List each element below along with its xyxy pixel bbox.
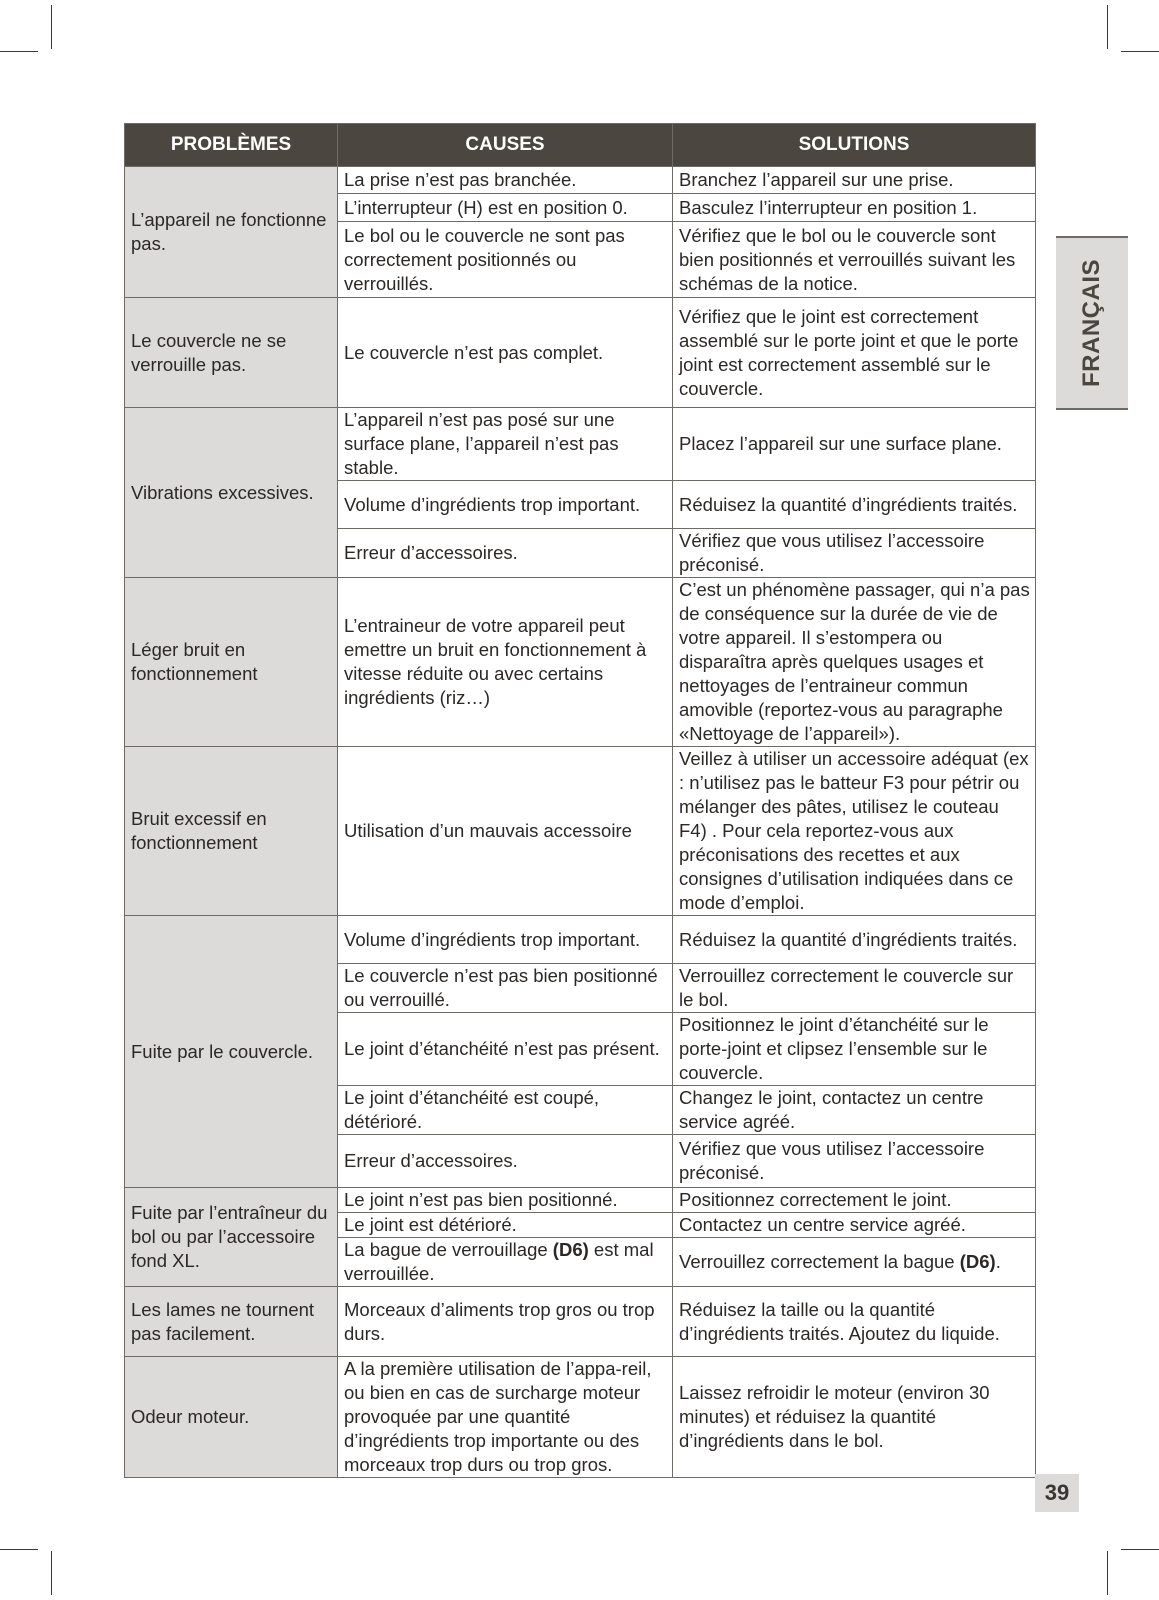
table-row bbox=[125, 167, 1036, 194]
cause-cell: Le joint d’étanchéité est coupé, détérioré. bbox=[338, 1086, 673, 1135]
troubleshooting-table bbox=[124, 123, 1036, 1478]
table-row bbox=[125, 1287, 1036, 1357]
cause-cell: Le joint n’est pas bien positionné. bbox=[338, 1188, 673, 1213]
table-header-row bbox=[125, 124, 1036, 167]
solution-cell: Contactez un centre service agréé. bbox=[673, 1213, 1036, 1238]
cause-text: La bague de verrouillage bbox=[344, 1239, 553, 1260]
crop-mark bbox=[51, 1551, 52, 1595]
crop-mark bbox=[0, 51, 38, 52]
solution-cell: Vérifiez que vous utilisez l’accessoire préconisé. bbox=[673, 1135, 1036, 1188]
solution-cell: Positionnez correctement le joint. bbox=[673, 1188, 1036, 1213]
crop-mark bbox=[51, 5, 52, 49]
solution-cell: Laissez refroidir le moteur (environ 30 minutes) et réduisez la quantité d’ingrédients dans le bol. bbox=[673, 1357, 1036, 1478]
solution-cell: Basculez l’interrupteur en position 1. bbox=[673, 194, 1036, 222]
cause-cell bbox=[338, 1238, 673, 1287]
solution-cell: Veillez à utiliser un accessoire adéquat (ex : n’utilisez pas le batteur F3 pour pétrir ou mélanger des pâtes, utilisez le couteau F4) . Pour cela reportez-vous aux préconisations des recettes et aux consignes d’utilisation indiquées dans ce mode d’emploi. bbox=[673, 747, 1036, 916]
solution-cell: Positionnez le joint d’étanchéité sur le porte-joint et clipsez l’ensemble sur le couvercle. bbox=[673, 1013, 1036, 1086]
cause-cell: Utilisation d’un mauvais accessoire bbox=[338, 747, 673, 916]
solution-cell: Réduisez la quantité d’ingrédients traités. bbox=[673, 481, 1036, 529]
problem-cell: Odeur moteur. bbox=[125, 1357, 338, 1478]
crop-mark bbox=[1121, 1549, 1159, 1550]
language-label: FRANÇAIS bbox=[1078, 259, 1105, 387]
solution-cell: Branchez l’appareil sur une prise. bbox=[673, 167, 1036, 194]
cause-cell: Le joint d’étanchéité n’est pas présent. bbox=[338, 1013, 673, 1086]
problem-cell: Léger bruit en fonctionnement bbox=[125, 578, 338, 747]
table-row bbox=[125, 916, 1036, 964]
solution-cell: C’est un phénomène passager, qui n’a pas de conséquence sur la durée de vie de votre appareil. Il s’estompera ou disparaîtra après quelques usages et nettoyages de l’entraineur commun amovible (reportez-vous au paragraphe «Nettoyage de l’appareil»). bbox=[673, 578, 1036, 747]
solution-cell: Vérifiez que le bol ou le couvercle sont bien positionnés et verrouillés suivant les schémas de la notice. bbox=[673, 222, 1036, 298]
table-row bbox=[125, 1188, 1036, 1213]
problem-cell: Les lames ne tournent pas facilement. bbox=[125, 1287, 338, 1357]
table-row bbox=[125, 747, 1036, 916]
cause-cell: L’entraineur de votre appareil peut emettre un bruit en fonctionnement à vitesse réduite ou avec certains ingrédients (riz…) bbox=[338, 578, 673, 747]
problem-cell: Fuite par le couvercle. bbox=[125, 916, 338, 1188]
solution-cell: Changez le joint, contactez un centre service agréé. bbox=[673, 1086, 1036, 1135]
cause-cell: Le bol ou le couvercle ne sont pas correctement positionnés ou verrouillés. bbox=[338, 222, 673, 298]
cause-cell: Erreur d’accessoires. bbox=[338, 1135, 673, 1188]
solution-cell: Verrouillez correctement le couvercle sur le bol. bbox=[673, 964, 1036, 1013]
page-number: 39 bbox=[1035, 1474, 1079, 1512]
cause-text: est mal verrouillée. bbox=[344, 1239, 654, 1284]
part-ref-d6: (D6) bbox=[959, 1251, 996, 1272]
header-problems: PROBLÈMES bbox=[125, 124, 338, 167]
cause-cell: Volume d’ingrédients trop important. bbox=[338, 481, 673, 529]
crop-mark bbox=[0, 1549, 38, 1550]
cause-cell: L’interrupteur (H) est en position 0. bbox=[338, 194, 673, 222]
problem-cell: Fuite par l’entraîneur du bol ou par l’accessoire fond XL. bbox=[125, 1188, 338, 1287]
table-body bbox=[125, 167, 1036, 1478]
table-row bbox=[125, 408, 1036, 481]
problem-cell: L’appareil ne fonctionne pas. bbox=[125, 167, 338, 298]
problem-cell: Le couvercle ne se verrouille pas. bbox=[125, 298, 338, 408]
cause-cell: Morceaux d’aliments trop gros ou trop durs. bbox=[338, 1287, 673, 1357]
solution-cell: Réduisez la taille ou la quantité d’ingrédients traités. Ajoutez du liquide. bbox=[673, 1287, 1036, 1357]
cause-cell: Le couvercle n’est pas complet. bbox=[338, 298, 673, 408]
crop-mark bbox=[1121, 51, 1159, 52]
problem-cell: Vibrations excessives. bbox=[125, 408, 338, 578]
solution-cell: Placez l’appareil sur une surface plane. bbox=[673, 408, 1036, 481]
header-causes: CAUSES bbox=[338, 124, 673, 167]
crop-mark bbox=[1107, 5, 1108, 49]
cause-cell: Le joint est détérioré. bbox=[338, 1213, 673, 1238]
cause-cell: A la première utilisation de l’appa-reil, ou bien en cas de surcharge moteur provoquée par une quantité d’ingrédients trop importante ou des morceaux trop durs ou trop gros. bbox=[338, 1357, 673, 1478]
solution-text: . bbox=[995, 1251, 1001, 1272]
cause-cell: Le couvercle n’est pas bien positionné ou verrouillé. bbox=[338, 964, 673, 1013]
solution-cell bbox=[673, 1238, 1036, 1287]
part-ref-d6: (D6) bbox=[552, 1239, 589, 1260]
solution-cell: Réduisez la quantité d’ingrédients traités. bbox=[673, 916, 1036, 964]
cause-cell: Volume d’ingrédients trop important. bbox=[338, 916, 673, 964]
problem-cell: Bruit excessif en fonctionnement bbox=[125, 747, 338, 916]
header-solutions: SOLUTIONS bbox=[673, 124, 1036, 167]
table-row bbox=[125, 298, 1036, 408]
cause-cell: Erreur d’accessoires. bbox=[338, 529, 673, 578]
solution-cell: Vérifiez que le joint est correctement assemblé sur le porte joint et que le porte joint est correctement assemblé sur le couvercle. bbox=[673, 298, 1036, 408]
table-row bbox=[125, 578, 1036, 747]
table-row bbox=[125, 1357, 1036, 1478]
language-tab bbox=[1056, 236, 1128, 410]
solution-text: Verrouillez correctement la bague bbox=[679, 1251, 960, 1272]
crop-mark bbox=[1107, 1551, 1108, 1595]
solution-cell: Vérifiez que vous utilisez l’accessoire préconisé. bbox=[673, 529, 1036, 578]
cause-cell: L’appareil n’est pas posé sur une surface plane, l’appareil n’est pas stable. bbox=[338, 408, 673, 481]
cause-cell: La prise n’est pas branchée. bbox=[338, 167, 673, 194]
